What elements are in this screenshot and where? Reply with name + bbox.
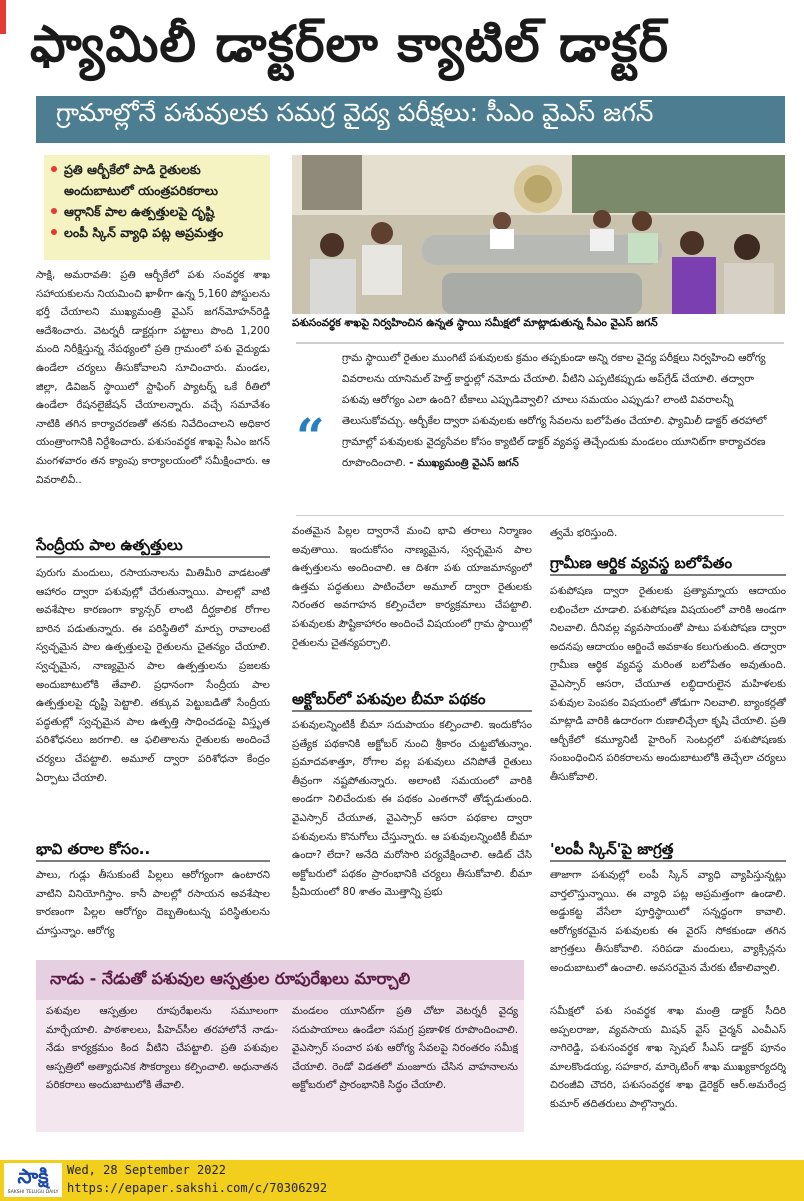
footer-url[interactable]: https://epaper.sakshi.com/c/70306292 (67, 1181, 328, 1195)
sakshi-logo (4, 1163, 62, 1197)
quote-attribution: - ముఖ్యమంత్రి వైఎస్ జగన్ (409, 457, 519, 469)
intro-paragraph: సాక్షి, అమరావతి: ప్రతి ఆర్బీకేలో పశు సంవర్థక శాఖ సహాయకులను నియమించి ఖాళీగా ఉన్న 5,160 పోస్టులను భర్తీ చేయాలని ముఖ్యమంత్రి వైఎస్ జగన్‌మోహన్‌రెడ్డి ఆదేశించారు. వెటర్నరీ డాక్టర్లుగా పట్టాలు పొంది 1,200 మంది నిరీక్షిస్తున్న నేపథ్యంలో ప్రతి గ్రామంలో పశు వైద్యుడు ఉండేలా చర్యలు తీసుకోవాలని సూచించారు. మండల, జిల్లా, డివిజన్ స్థాయిలో స్టాఫింగ్ ప్యాటర్న్ ఒకే రీతిలో ఉండేలా రేషనలైజేషన్ చేయాలన్నారు. వచ్చే సమావేశం నాటికి తగిన కార్యాచరణతో తనకు నివేదించాలని అధికార యంత్రాంగానికి నిర్దేశించారు. పశుసంవర్థక శాఖపై సీఎం జగన్ మంగళవారం తన క్యాంపు కార్యాలయంలో సమీక్షించారు. ఆ వివరాలివీ.. (36, 269, 270, 486)
section-title-organic: సేంద్రీయ పాల ఉత్పత్తులు (36, 534, 270, 558)
section-title-lumpy: 'లంపీ స్కిన్'పై జాగ్రత్త (550, 838, 786, 862)
footer-bar (0, 1160, 804, 1201)
section-body-hospitals-mid: మండలం యూనిట్‌గా ప్రతి చోటా వెటర్నరీ వైద్య సదుపాయాలు ఉండేలా సమగ్ర ప్రణాళిక రూపొందించాలి. వైఎస్సార్ సంచార పశు ఆరోగ్య సేవలపై నిరంతరం సమీక్ష చేయాలి. రెండో విడతలో మంజూరు చేసిన వాహనాలను అక్టోబరులో ప్రారంభానికి సిద్ధం చేయాలి. (292, 1005, 518, 1092)
logo-subtitle: SAKSHI TELUGU DAILY (4, 1189, 62, 1196)
section-body-future: పాలు, గుడ్లు తీసుకుంటే పిల్లలు ఆరోగ్యంగా ఉంటారని వాటిని వినియోగిస్తాం. కానీ పాలల్లో రసాయన అవశేషాల కారణంగా పిల్లల ఆరోగ్యం దెబ్బతింటున్న పరిస్థితులను చూస్తున్నాం. ఆరోగ్య (36, 869, 270, 937)
highlight-item: లంపీ స్కిన్ వ్యాధి పట్ల అప్రమత్తం (64, 222, 270, 243)
hospitals-banner (36, 960, 524, 1000)
right-continued: త్వమే భరిస్తుంది. (550, 527, 618, 539)
section-body-lumpy: తాజాగా పశువుల్లో లంపీ స్కిన్ వ్యాధి వ్యాపిస్తున్నట్లు వార్తలొస్తున్నాయి. ఈ వ్యాధి పట్ల అప్రమత్తంగా ఉండాలి. అడ్డుకట్ట వేసేలా పూర్తిస్థాయిలో సన్నద్ధంగా కావాలి. ఆరోగ్యకరమైన పశువులకు ఈ వైరస్ సోకకుండా తగిన జాగ్రత్తలు తీసుకోవాలి. సరిపడా మందులు, వ్యాక్సిన్లను అందుబాటులో ఉంచాలి. అవసరమైన మేరకు టీకాలివ్వాలి. (550, 869, 786, 974)
quote-icon: “ (296, 407, 325, 466)
subheadline-banner (36, 96, 785, 143)
footer-date: Wed, 28 September 2022 (67, 1163, 226, 1177)
logo-word: సాక్షి (17, 1164, 49, 1188)
section-title-insurance: అక్టోబర్‌లో పశువుల బీమా పథకం (292, 688, 532, 712)
highlights-box (44, 155, 270, 260)
quote-box (296, 342, 784, 516)
quote-body: గ్రామ స్థాయిలో రైతుల ముంగిటే పశువులకు క్రమం తప్పకుండా అన్ని రకాల వైద్య పరీక్షలు నిర్వహించి ఆరోగ్య వివరాలను యానిమల్ హెల్త్ కార్డుల్లో నమోదు చేయాలి. వీటిని ఎప్పటికప్పుడు అప్‌గ్రేడ్ చేయాలి. తద్వారా పశువు ఆరోగ్యం ఎలా ఉంది? టీకాలు ఎప్పుడివ్వాలి? చూలు సమయం ఎప్పుడు? లాంటి వివరాలన్నీ తెలుసుకోవచ్చు. ఆర్బీకేల ద్వారా పశువులకు ఆరోగ్య సేవలను బలోపేతం చేయాలి. ఫ్యామిలీ డాక్టర్ తరహాలో గ్రామాల్లో పశువులకు వైద్యసేవల కోసం క్యాటిల్ డాక్టర్ వ్యవస్థ తెచ్చేందుకు మండలం యూనిట్‌గా కార్యాచరణ రూపొందించాలి. (342, 352, 767, 469)
highlight-item: ఆర్గానిక్ పాల ఉత్పత్తులపై దృష్టి (64, 201, 270, 222)
section-title-hospitals: నాడు - నేడుతో పశువుల ఆస్పత్రుల రూపురేఖలు మార్చాలి (50, 969, 411, 988)
section-title-future: భావి తరాల కోసం.. (36, 838, 270, 862)
section-body-rural: పశుపోషణ ద్వారా రైతులకు ప్రత్యామ్నాయ ఆదాయం లభించేలా చూడాలి. పశుపోషణ విషయంలో వారికి అండగా నిలవాలి. దీనివల్ల వ్యవసాయంతో పాటు పశుపోషణ ద్వారా అదనపు ఆదాయం ఆర్జించే అవకాశం కలుగుతుంది. తద్వారా గ్రామీణ ఆర్థిక వ్యవస్థ మరింత బలోపేతం అవుతుంది. వైఎస్సార్ ఆసరా, చేయూత లబ్ధిదారులైన మహిళలకు పశువుల పెంపకం విషయంలో తోడుగా నిలవాలి. బ్యాంకర్లతో మాట్లాడి వారికి ఉదారంగా రుణాలిచ్చేలా కృషి చేయాలి. ప్రతి ఆర్బీకేలో కమ్యూనిటీ హైరింగ్ సెంటర్లలో పశుపోషణకు సంబంధించిన పరికరాలను అందుబాటులోకి తెచ్చేలా చర్యలు తీసుకోవాలి. (550, 585, 786, 783)
subheadline-text: గ్రామాల్లోనే పశువులకు సమగ్ర వైద్య పరీక్షలు: సీఎం వైఎస్ జగన్ (56, 98, 654, 127)
middle-continued: వంతమైన పిల్లల ద్వారానే మంచి భావి తరాలు నిర్మాణం అవుతాయి. ఇందుకోసం నాణ్యమైన, స్వచ్ఛమైన పాల ఉత్పత్తులను అందించాలి. ఆ దిశగా పశు యాజమాన్యంలో ఉత్తమ పద్ధతులు పాటించేలా అమూల్ ద్వారా రైతులకు నిరంతర అవగాహన కల్పించేలా కార్యక్రమాలు చేపట్టాలి. పశువులకు పౌష్టికాహారం అందించే విషయంలో గ్రామ స్థాయిల్లో రైతులను చైతన్యపర్చాలి. (292, 525, 532, 649)
section-title-rural: గ్రామీణ ఆర్థిక వ్యవస్థ బలోపేతం (550, 552, 786, 576)
attendees-paragraph: సమీక్షలో పశు సంవర్థక శాఖ మంత్రి డాక్టర్ సీదిరి అప్పలరాజు, వ్యవసాయ మిషన్ వైస్ చైర్మన్ ఎంవీఎస్ నాగిరెడ్డి, పశుసంవర్థక శాఖ స్పెషల్ సీఎస్ డాక్టర్ పూనం మాలకొండయ్య, సహకార, మార్కెటింగ్ శాఖ ముఖ్యకార్యదర్శి చిరంజీవి చౌదరి, పశుసంవర్థక శాఖ డైరెక్టర్ ఆర్.అమరేంద్ర కుమార్ తదితరులు పాల్గొన్నారు. (550, 1005, 786, 1110)
section-body-hospitals-left: పశువుల ఆస్పత్రుల రూపురేఖలను సమూలంగా మార్చేయాలి. పాఠశాలలు, పీహెచ్‌సీల తరహాలోనే నాడు-నేడు కార్యక్రమం కింద వీటిని చేపట్టాలి. ప్రతి పశువుల ఆస్పత్రిలో అత్యాధునిక సౌకర్యాలు కల్పించాలి. అధునాతన పరికరాలు అందుబాటులోకి తేవాలి. (46, 1005, 278, 1092)
headline (0, 0, 804, 92)
section-body-organic: పురుగు మందులు, రసాయనాలను మితిమీరి వాడటంతో ఆహారం ద్వారా పశువుల్లో చేరుతున్నాయి. పాలల్లో వాటి అవశేషాల కారణంగా క్యాన్సర్ లాంటి దీర్ఘకాలిక రోగాల బారిన పడుతున్నారు. ఈ పరిస్థితిలో మార్పు రావాలంటే స్వచ్ఛమైన పాల ఉత్పత్తులపై రైతులను చైతన్యం చేయాలి. స్వచ్ఛమైన, నాణ్యమైన పాల ఉత్పత్తులను ప్రజలకు అందుబాటులోకి తేవాలి. ప్రధానంగా సేంద్రీయ పాల ఉత్పత్తులపై దృష్టి పెట్టాలి. తక్కువ పెట్టుబడితో సేంద్రీయ పద్ధతుల్లో స్వచ్ఛమైన పాల ఉత్పత్తి సాధించడంపై విస్తృత పరిశోధనలు జరగాలి. ఆ ఫలితాలను రైతులకు అందించే చర్యలు చేపట్టాలి. అమూల్ ద్వారా పరిశోధనా కేంద్రం ఏర్పాటు చేయాలి. (36, 567, 270, 784)
highlight-item: ప్రతి ఆర్బీకేలో పాడి రైతులకు అందుబాటులో యంత్రపరికరాలు (64, 159, 270, 201)
meeting-photo (292, 155, 785, 314)
quote-text (342, 348, 778, 474)
photo-caption: పశుసంవర్థక శాఖపై నిర్వహించిన ఉన్నత స్థాయి సమీక్షలో మాట్లాడుతున్న సీఎం వైఎస్ జగన్ (292, 317, 658, 329)
headline-text: ఫ్యామిలీ డాక్టర్‌లా క్యాటిల్ డాక్టర్ (30, 15, 670, 73)
section-body-insurance: పశువులన్నింటికీ బీమా సదుపాయం కల్పించాలి. ఇందుకోసం ప్రత్యేక పథకానికి అక్టోబర్ నుంచి శ్రీకారం చుట్టబోతున్నాం. ప్రమాదవశాత్తూ, రోగాల వల్ల పశువులు చనిపోతే రైతులు తీవ్రంగా నష్టపోతున్నారు. అలాంటి సమయంలో వారికి అండగా నిలిచేందుకు ఈ పథకం ఎంతగానో తోడ్పడుతుంది. వైఎస్సార్ చేయూత, వైఎస్సార్ ఆసరా పథకాల ద్వారా పశువులను కొనుగోలు చేస్తున్నారు. ఆ పశువులన్నింటికీ బీమా ఉందా? లేదా? అనేది మరోసారి పర్యవేక్షించాలి. ఆడిట్ చేసి అక్టోబరులో పథకం ప్రారంభానికి చర్యలు తీసుకోవాలి. బీమా ప్రీమియంలో 80 శాతం మొత్తాన్ని ప్రభు (292, 719, 532, 899)
